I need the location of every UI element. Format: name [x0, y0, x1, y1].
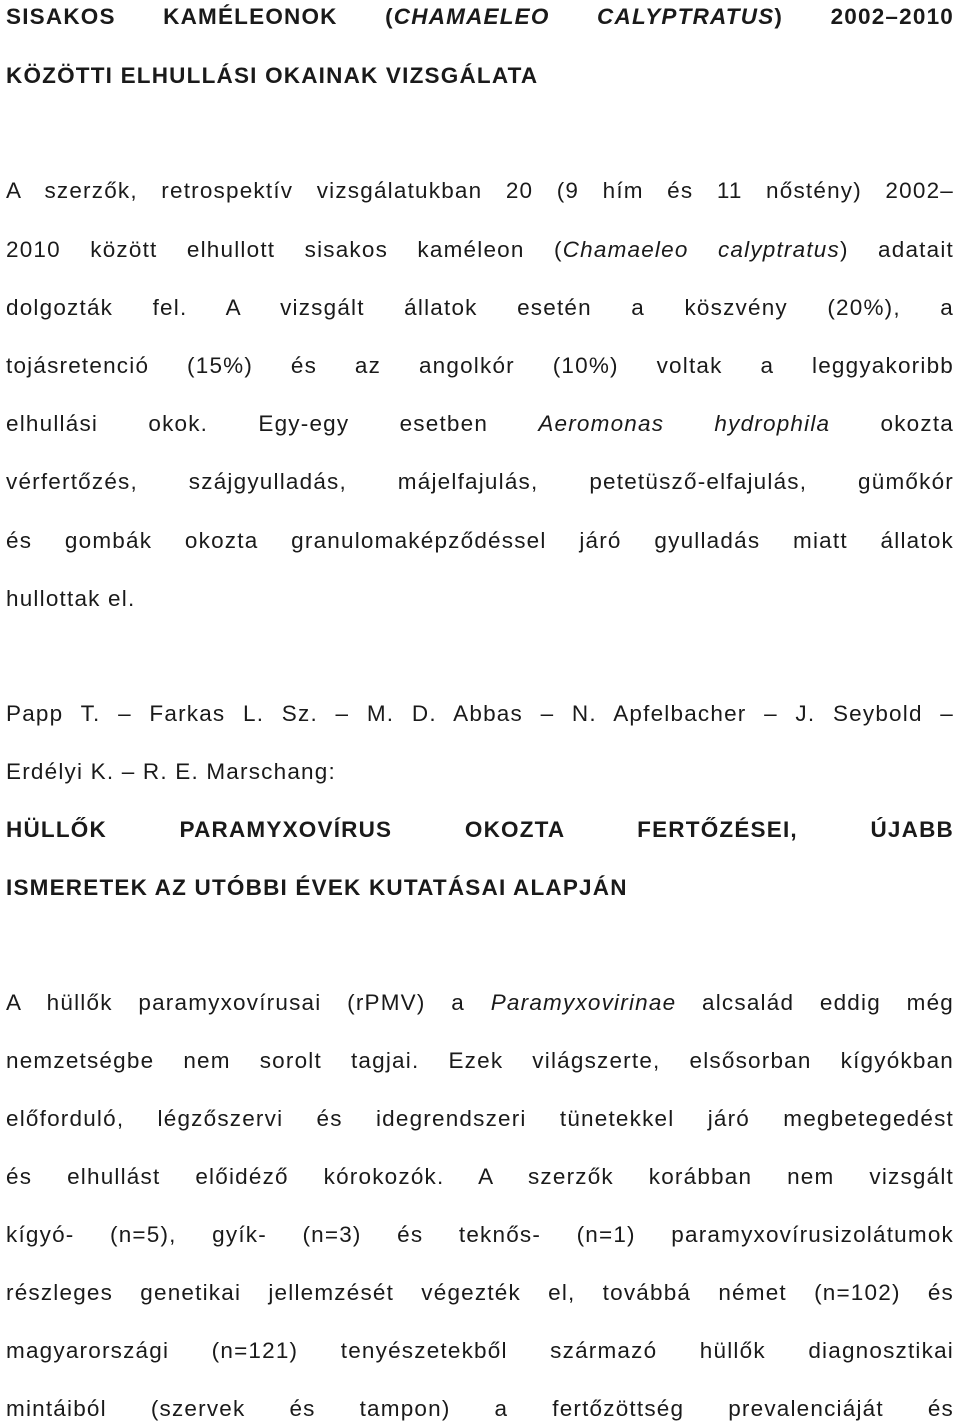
article2-abstract-line: A hüllők paramyxovírusai (rPMV) a Paramyxovirinae alcsalád eddig még [6, 990, 954, 1015]
article1-title-line2: KÖZÖTTI ELHULLÁSI OKAINAK VIZSGÁLATA [6, 63, 539, 88]
article1-abstract-line: 2010 között elhullott sisakos kaméleon (Chamaeleo calyptratus) adatait [6, 237, 954, 262]
article2-abstract-line: kígyó- (n=5), gyík- (n=3) és teknős- (n=1) paramyxovírusizolátumok [6, 1222, 954, 1247]
article2-authors-line2: Erdélyi K. – R. E. Marschang: [6, 759, 336, 784]
article2-abstract-line: részleges genetikai jellemzését végezték el, továbbá német (n=102) és [6, 1280, 954, 1305]
article2-abstract-line: magyarországi (n=121) tenyészetekből származó hüllők diagnosztikai [6, 1338, 954, 1363]
article1-abstract-line: tojásretenció (15%) és az angolkór (10%) voltak a leggyakoribb [6, 353, 954, 378]
article1-abstract-line: elhullási okok. Egy-egy esetben Aeromonas hydrophila okozta [6, 411, 954, 436]
article2-authors-line1: Papp T. – Farkas L. Sz. – M. D. Abbas – N. Apfelbacher – J. Seybold – [6, 701, 954, 726]
article1-title-line1: SISAKOS KAMÉLEONOK (CHAMAELEO CALYPTRATUS) 2002–2010 [6, 4, 954, 29]
article1-abstract-line: vérfertőzés, szájgyulladás, májelfajulás, petetüsző-elfajulás, gümőkór [6, 469, 954, 494]
article1-abstract-line: és gombák okozta granulomaképződéssel járó gyulladás miatt állatok [6, 528, 954, 553]
article2-title-line1: HÜLLŐK PARAMYXOVÍRUS OKOZTA FERTŐZÉSEI, ÚJABB [6, 817, 954, 842]
article2-abstract-line: előforduló, légzőszervi és idegrendszeri tünetekkel járó megbetegedést [6, 1106, 954, 1131]
article1-abstract-line: dolgozták fel. A vizsgált állatok esetén a köszvény (20%), a [6, 295, 954, 320]
article2-abstract-line: nemzetségbe nem sorolt tagjai. Ezek világszerte, elsősorban kígyókban [6, 1048, 954, 1073]
article2-abstract-line: mintáiból (szervek és tampon) a fertőzöttség prevalenciáját és [6, 1396, 954, 1421]
article2-title-line2: ISMERETEK AZ UTÓBBI ÉVEK KUTATÁSAI ALAPJÁN [6, 875, 628, 900]
article1-abstract-line: hullottak el. [6, 586, 136, 611]
article1-abstract-line: A szerzők, retrospektív vizsgálatukban 20 (9 hím és 11 nőstény) 2002– [6, 178, 954, 203]
article2-abstract-line: és elhullást előidéző kórokozók. A szerzők korábban nem vizsgált [6, 1164, 954, 1189]
